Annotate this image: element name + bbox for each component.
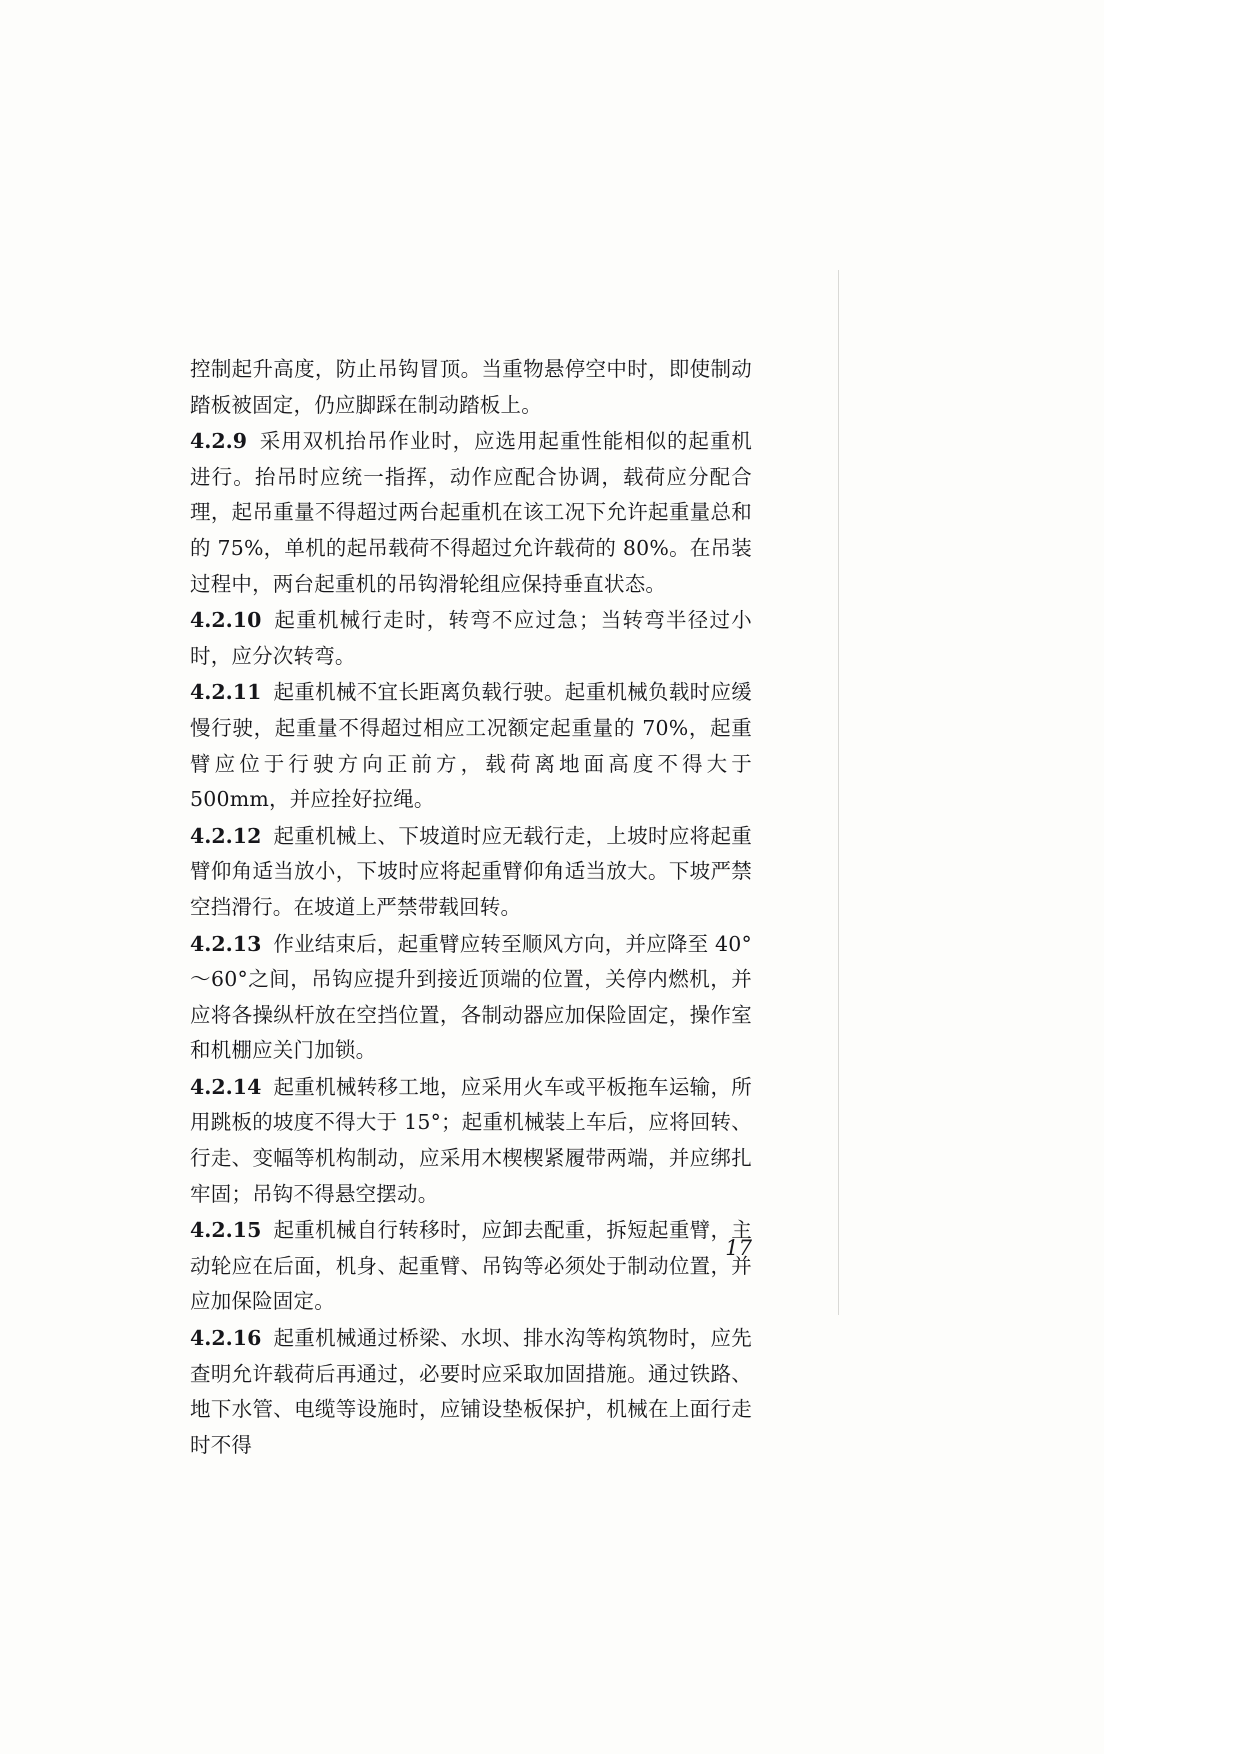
page-number: 17 <box>725 1236 752 1260</box>
clause-number: 4.2.14 <box>190 1074 262 1099</box>
paragraph-4-2-13 <box>190 927 752 1069</box>
paragraph-text: 控制起升高度，防止吊钩冒顶。当重物悬停空中时，即使制动踏板被固定，仍应脚踩在制动踏板上。 <box>190 357 752 417</box>
paragraph-text: 起重机械通过桥梁、水坝、排水沟等构筑物时，应先查明允许载荷后再通过，必要时应采取加固措施。通过铁路、地下水管、电缆等设施时，应铺设垫板保护，机械在上面行走时不得 <box>190 1326 752 1457</box>
paragraph-4-2-15 <box>190 1213 752 1320</box>
clause-number: 4.2.15 <box>190 1218 262 1243</box>
clause-number: 4.2.9 <box>190 429 248 454</box>
clause-number: 4.2.12 <box>190 823 262 848</box>
clause-number: 4.2.13 <box>190 931 262 956</box>
page-right-margin <box>1104 0 1240 1754</box>
clause-number: 4.2.10 <box>190 608 262 633</box>
paragraph-4-2-11 <box>190 675 752 817</box>
paragraph-continuation <box>190 352 752 423</box>
paragraph-text: 起重机械行走时，转弯不应过急；当转弯半径过小时，应分次转弯。 <box>190 608 752 668</box>
paragraph-4-2-10 <box>190 603 752 674</box>
paragraph-text: 起重机械上、下坡道时应无载行走，上坡时应将起重臂仰角适当放小，下坡时应将起重臂仰角适当放大。下坡严禁空挡滑行。在坡道上严禁带载回转。 <box>190 823 752 919</box>
paragraph-text: 采用双机抬吊作业时，应选用起重性能相似的起重机进行。抬吊时应统一指挥，动作应配合协调，载荷应分配合理，起吊重量不得超过两台起重机在该工况下允许起重量总和的 75%，单机的起吊载荷不得超过允许载荷的 80%。在吊装过程中，两台起重机的吊钩滑轮组应保持垂直状态。 <box>190 429 752 596</box>
paragraph-4-2-12 <box>190 819 752 926</box>
paragraph-text: 起重机械自行转移时，应卸去配重，拆短起重臂，主动轮应在后面，机身、起重臂、吊钩等必须处于制动位置，并应加保险固定。 <box>190 1218 752 1314</box>
paragraph-4-2-16 <box>190 1321 752 1463</box>
clause-number: 4.2.16 <box>190 1326 262 1351</box>
clause-number: 4.2.11 <box>190 680 262 705</box>
scan-edge-line <box>838 270 839 1315</box>
paragraph-text: 起重机械转移工地，应采用火车或平板拖车运输，所用跳板的坡度不得大于 15°；起重机械装上车后，应将回转、行走、变幅等机构制动，应采用木楔楔紧履带两端，并应绑扎牢固；吊钩不得悬空摆动。 <box>190 1074 752 1206</box>
page-body <box>190 352 752 1464</box>
paragraph-4-2-14 <box>190 1070 752 1212</box>
paragraph-text: 作业结束后，起重臂应转至顺风方向，并应降至 40°～60°之间，吊钩应提升到接近顶端的位置，关停内燃机，并应将各操纵杆放在空挡位置，各制动器应加保险固定，操作室和机棚应关门加锁。 <box>190 931 752 1063</box>
paragraph-4-2-9 <box>190 424 752 602</box>
paragraph-text: 起重机械不宜长距离负载行驶。起重机械负载时应缓慢行驶，起重量不得超过相应工况额定起重量的 70%，起重臂应位于行驶方向正前方，载荷离地面高度不得大于 500mm，并应拴好拉绳。 <box>190 680 752 812</box>
